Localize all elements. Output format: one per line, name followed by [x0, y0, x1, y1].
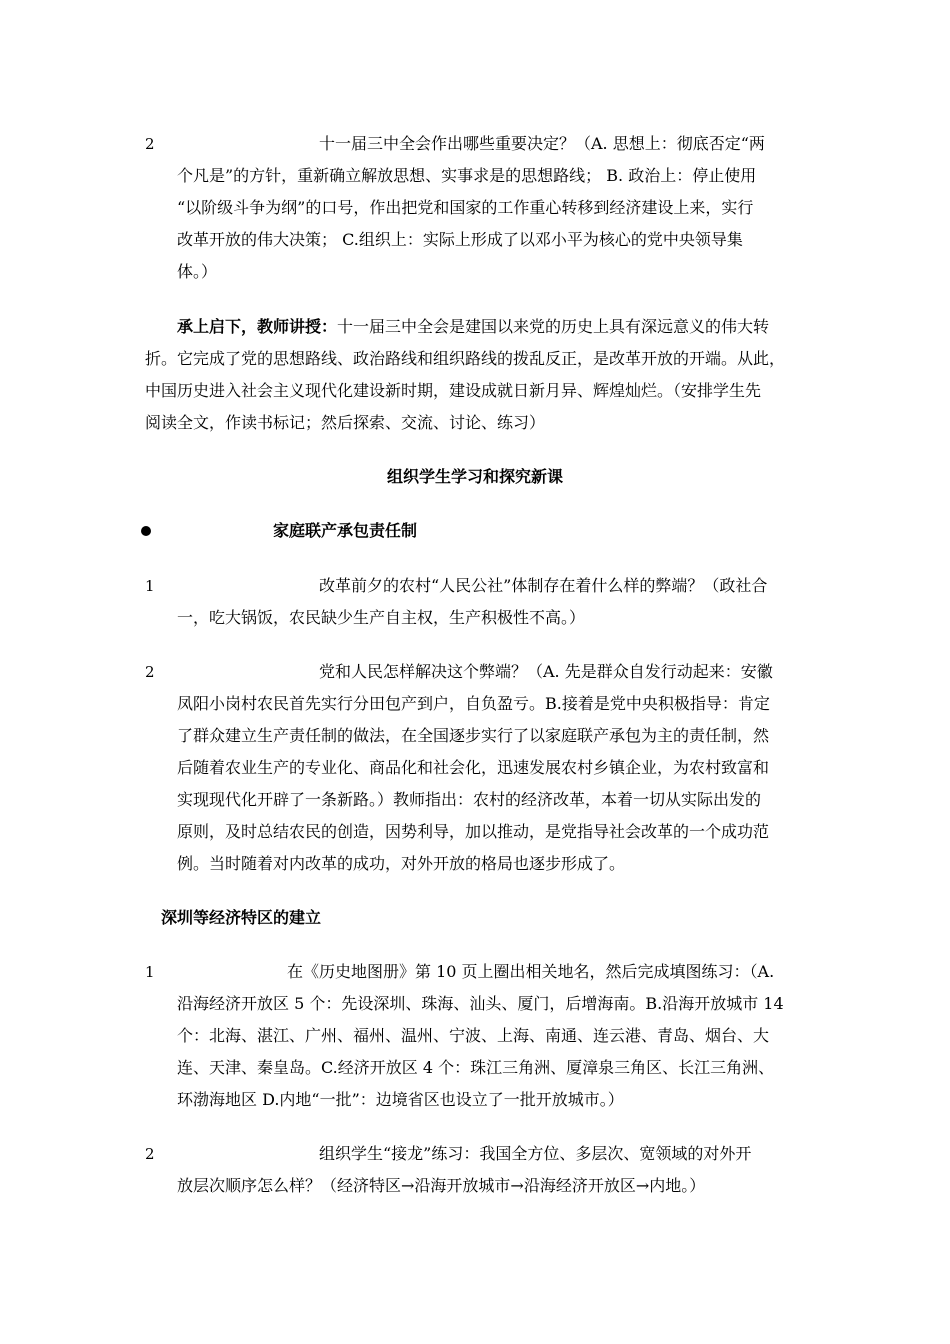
subheading: 深圳等经济特区的建立 [161, 908, 322, 927]
paragraph-line: 后随着农业生产的专业化、商品化和社会化，迅速发展农村乡镇企业，为农村致富和 [177, 758, 770, 777]
paragraph-line: 环渤海地区 D.内地“一批”：边境省区也设立了一批开放城市。） [177, 1090, 624, 1109]
paragraph-line: 体。） [177, 262, 218, 281]
paragraph-line: 党和人民怎样解决这个弊端？（A. 先是群众自发行动起来：安徽 [319, 662, 773, 681]
paragraph-line: 阅读全文，作读书标记；然后探索、交流、讨论、练习） [145, 413, 546, 432]
paragraph-line: “以阶级斗争为纲”的口号，作出把党和国家的工作重心转移到经济建设上来，实行 [177, 198, 754, 217]
subheading: 家庭联产承包责任制 [273, 521, 418, 540]
item-number: 2 [145, 135, 155, 153]
paragraph-line: 了群众建立生产责任制的做法，在全国逐步实行了以家庭联产承包为主的责任制，然 [177, 726, 770, 745]
transition-text: 十一届三中全会是建国以来党的历史上具有深远意义的伟大转 [337, 317, 770, 336]
paragraph-line: 沿海经济开放区 5 个：先设深圳、珠海、汕头、厦门，后增海南。B.沿海开放城市 14 [177, 994, 784, 1013]
section-title: 组织学生学习和探究新课 [386, 467, 563, 486]
paragraph-line: 连、天津、秦皇岛。C.经济开放区 4 个：珠江三角洲、厦漳泉三角区、长江三角洲、 [177, 1058, 775, 1077]
paragraph-line: 凤阳小岗村农民首先实行分田包产到户，自负盈亏。B.接着是党中央积极指导：肯定 [177, 694, 770, 713]
paragraph-line: 个：北海、湛江、广州、福州、温州、宁波、上海、南通、连云港、青岛、烟台、大 [177, 1026, 770, 1045]
paragraph-line: 一，吃大锅饭，农民缺少生产自主权，生产积极性不高。） [177, 608, 586, 627]
item-number: 1 [145, 963, 155, 981]
bullet-icon [141, 526, 151, 536]
paragraph-line: 例。当时随着对内改革的成功，对外开放的格局也逐步形成了。 [177, 854, 626, 873]
paragraph-line [177, 317, 769, 337]
transition-lead: 承上启下，教师讲授： [177, 317, 338, 336]
paragraph-line: 在《历史地图册》第 10 页上圈出相关地名，然后完成填图练习：（A. [287, 962, 775, 981]
paragraph-line: 放层次顺序怎么样？（经济特区→沿海开放城市→沿海经济开放区→内地。） [177, 1176, 706, 1195]
paragraph-line: 实现现代化开辟了一条新路。）教师指出：农村的经济改革，本着一切从实际出发的 [177, 790, 762, 809]
paragraph-line: 十一届三中全会作出哪些重要决定？（A. 思想上：彻底否定“两 [319, 134, 765, 153]
paragraph-line: 原则，及时总结农民的创造，因势利导，加以推动，是党指导社会改革的一个成功范 [177, 822, 770, 841]
paragraph-line: 折。它完成了党的思想路线、政治路线和组织路线的拨乱反正，是改革开放的开端。从此， [145, 349, 786, 368]
item-number: 2 [145, 1145, 155, 1163]
paragraph-line: 改革前夕的农村“人民公社”体制存在着什么样的弊端？（政社合 [319, 576, 768, 595]
item-number: 2 [145, 663, 155, 681]
paragraph-line: 改革开放的伟大决策； C.组织上：实际上形成了以邓小平为核心的党中央领导集 [177, 230, 743, 249]
item-number: 1 [145, 577, 155, 595]
paragraph-line: 个凡是”的方针，重新确立解放思想、实事求是的思想路线； B. 政治上：停止使用 [177, 166, 757, 185]
paragraph-line: 中国历史进入社会主义现代化建设新时期，建设成就日新月异、辉煌灿烂。（安排学生先 [145, 381, 762, 400]
paragraph-line: 组织学生“接龙”练习：我国全方位、多层次、宽领域的对外开 [319, 1144, 752, 1163]
